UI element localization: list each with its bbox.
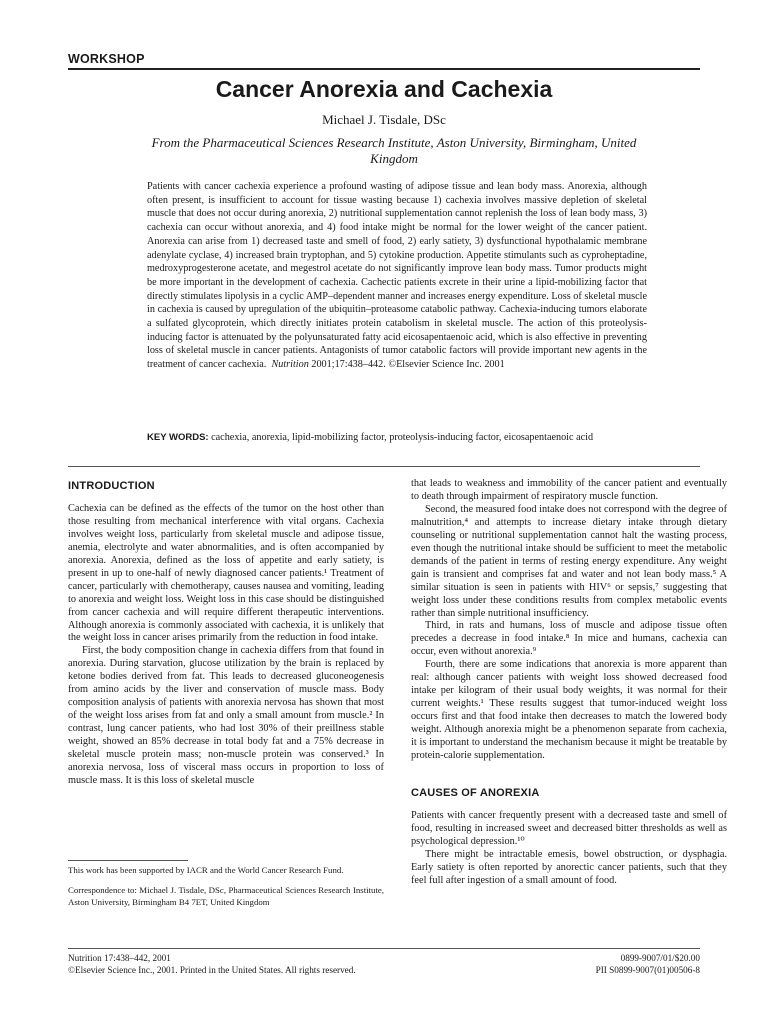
footer-copyright: ©Elsevier Science Inc., 2001. Printed in the United States. All rights reserved. xyxy=(68,965,356,975)
right-column xyxy=(411,478,727,888)
section-label: WORKSHOP xyxy=(68,52,145,66)
intro-paragraph-5: Fourth, there are some indications that anorexia is more apparent than real: although cancer patients with weight loss showed decreased food intake per kilogram of their usual body weights, it was normal for their current weights.¹ These results suggest that tumor-induced weight loss occurs first and that food intake then decreases to match the lowered body weight. Although anorexia might be a phenomenon separate from cachexia, it is important to understand the mechanism because it might be treatable by protein-calorie supplementation. xyxy=(411,659,727,762)
footnote-rule xyxy=(68,860,188,861)
footnotes xyxy=(68,864,384,916)
footer-issn: 0899-9007/01/$20.00 xyxy=(620,953,700,963)
abstract-text: Patients with cancer cachexia experience a profound wasting of adipose tissue and lean body mass. Anorexia, although often present, is insufficient to account for tissue wasting because 1) cachexia involves massive depletion of skeletal muscle that does not occur during anorexia, 2) nutritional supplementation cannot replenish the loss of lean body mass, 3) cachexia can occur without anorexia, and 4) food intake might be normal for the lower weight of the cancer patient. Anorexia can arise from 1) decreased taste and smell of food, 2) early satiety, 3) dysfunctional hypothalamic membrane adenylate cyclase, 4) increased brain tryptophan, and 5) cytokine production. Appetite stimulants such as cyproheptadine, medroxyprogesterone acetate, and megestrol acetate do not significantly improve lean body mass. Tumor products might be more important in the development of cachexia. Cachectic patients excrete in their urine a lipid-mobilizing factor that directly stimulates lipolysis in a cyclic AMP–dependent manner and increases energy expenditure. Loss of skeletal muscle in cachexia is caused by upregulation of the ubiquitin–proteasome catabolic pathway. Cachexia-inducing tumors elaborate a sulfated glycoprotein, which directly initiates protein catabolism in skeletal muscle. The action of this proteolysis-inducing factor is attenuated by the polyunsaturated fatty acid eicosapentaenoic acid, which is also effective in preventing loss of skeletal muscle in cancer patients. Antagonists of tumor catabolic factors will provide important new agents in the treatment of cancer cachexia. xyxy=(147,181,647,371)
intro-paragraph-3: Second, the measured food intake does not correspond with the degree of malnutrition,⁴ and attempts to increase dietary intake through dietary counseling or nutritional supplementation cannot halt the wasting process, even though the nutritional intake should be sufficient to meet the metabolic demands of the patient in terms of resting energy expenditure. Any weight gain is transient and comprises fat and water and not lean body mass.⁵ A similar situation is seen in patients with HIV⁶ or sepsis,⁷ suggesting that weight loss under these conditions results from complex metabolic events rather than simple nutritional insufficiency. xyxy=(411,503,727,619)
causes-paragraph-2: There might be intractable emesis, bowel obstruction, or dysphagia. Early satiety is often reported by anorectic cancer patients, such that they feel full after ingestion of a small amount of food. xyxy=(411,848,727,886)
causes-heading: CAUSES OF ANOREXIA xyxy=(411,786,540,799)
keywords-label: KEY WORDS: xyxy=(147,432,209,443)
left-column xyxy=(68,478,384,788)
author-name: Michael J. Tisdale, DSc xyxy=(322,112,446,127)
abstract-citation: 2001;17:438–442. ©Elsevier Science Inc. 2001 xyxy=(311,359,505,371)
footer-right xyxy=(596,952,700,976)
section-divider xyxy=(68,466,700,467)
footer-pii: PII S0899-9007(01)00506-8 xyxy=(595,965,700,975)
intro-paragraph-1: Cachexia can be defined as the effects of the tumor on the host other than those resulting from mechanical interference with vital organs. Cachexia involves weight loss, particularly from skeletal muscle and adipose tissue, anemia, electrolyte and water abnormalities, and is often accompanied by anorexia. Anorexia, defined as the loss of appetite and early satiety, is present in up to one-half of newly diagnosed cancer patients.¹ Treatment of cancer, particularly with chemotherapy, causes nausea and vomiting, leading to anorexia and weight loss. Weight loss in this case should be distinguished from cancer cachexia and will require different therapeutic interventions. Although anorexia is commonly associated with cachexia, it is unlikely that the weight loss in cancer arises primarily from the reduction in food intake. xyxy=(68,502,384,644)
abstract-citation-journal: Nutrition xyxy=(271,359,309,371)
footer-rule xyxy=(68,948,700,949)
top-rule xyxy=(68,68,700,70)
footer-journal-ref: Nutrition 17:438–442, 2001 xyxy=(68,953,171,963)
footer-left xyxy=(68,952,356,976)
abstract xyxy=(147,180,647,372)
author-affiliation: From the Pharmaceutical Sciences Research Institute, Aston University, Birmingham, United Kingdom xyxy=(151,135,637,166)
footnote-correspondence: Correspondence to: Michael J. Tisdale, DSc, Pharmaceutical Sciences Research Institute, Aston University, Birmingham B4 7ET, United Kingdom xyxy=(68,884,384,907)
intro-paragraph-2-continued: that leads to weakness and immobility of the cancer patient and eventually to death through impairment of respiratory muscle function. xyxy=(411,478,727,502)
section-spacer xyxy=(411,763,727,785)
introduction-heading: INTRODUCTION xyxy=(68,480,155,492)
keywords xyxy=(147,431,647,445)
footnote-support: This work has been supported by IACR and the World Cancer Research Fund. xyxy=(68,865,344,875)
intro-paragraph-4: Third, in rats and humans, loss of muscle and adipose tissue often precedes a decrease in food intake.⁸ In mice and humans, cachexia can occur, even without anorexia.⁹ xyxy=(411,620,727,658)
intro-paragraph-2: First, the body composition change in cachexia differs from that found in anorexia. During starvation, glucose utilization by the brain is replaced by ketone bodies derived from fat. This leads to decreased gluconeogenesis from amino acids by the liver and conservation of muscle mass. Body composition analysis of patients with anorexia nervosa has shown that most of the weight loss arises from fat and only a small amount from muscle.² In contrast, lung cancer patients, who had lost 30% of their preillness stable weight, showed an 85% decrease in total body fat and a 75% decrease in skeletal muscle protein mass; non-muscle protein was conserved.³ In anorexia nervosa, loss of visceral mass occurs in proportion to loss of muscle mass. It is this loss of skeletal muscle xyxy=(68,645,384,786)
keywords-text: cachexia, anorexia, lipid-mobilizing factor, proteolysis-inducing factor, eicosapentaenoic acid xyxy=(211,432,594,443)
causes-paragraph-1: Patients with cancer frequently present with a decreased taste and smell of food, resulting in increased sweet and decreased bitter thresholds as well as psychological depression.¹⁰ xyxy=(411,809,727,847)
article-title: Cancer Anorexia and Cachexia xyxy=(215,76,553,102)
